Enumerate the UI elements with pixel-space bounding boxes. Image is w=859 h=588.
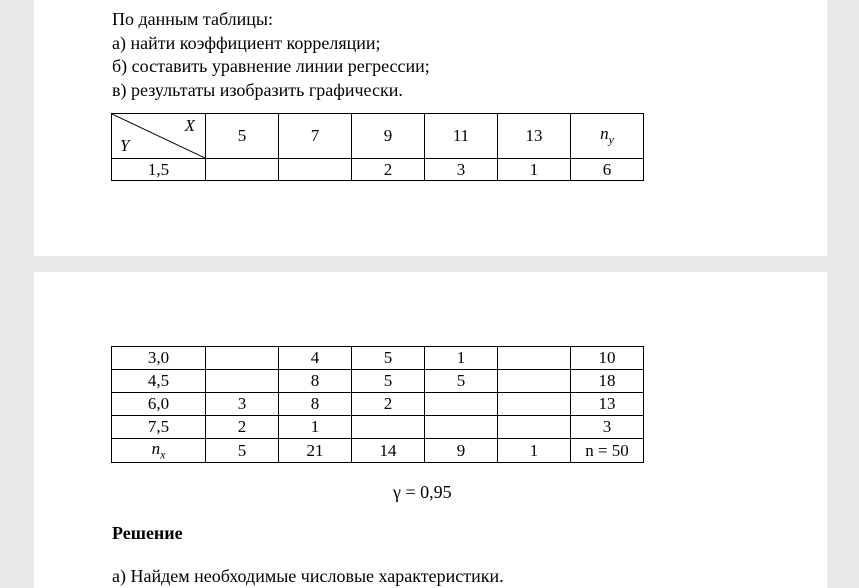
table-cell: 2 bbox=[206, 416, 279, 439]
corner-cell bbox=[112, 114, 206, 159]
table-cell bbox=[206, 370, 279, 393]
y-value-cell: 7,5 bbox=[112, 416, 206, 439]
table-cell bbox=[352, 416, 425, 439]
row-total-cell: 3 bbox=[571, 416, 644, 439]
table-cell bbox=[206, 159, 279, 181]
x-header-cell: 11 bbox=[425, 114, 498, 159]
task-text bbox=[112, 8, 430, 102]
table-row bbox=[112, 370, 644, 393]
task-line-1: По данным таблицы: bbox=[112, 9, 274, 29]
row-total-cell: 13 bbox=[571, 393, 644, 416]
task-line-3: б) составить уравнение линии регрессии; bbox=[112, 56, 430, 76]
table-cell: 2 bbox=[352, 393, 425, 416]
col-total-cell: 1 bbox=[498, 439, 571, 463]
y-value-cell: 6,0 bbox=[112, 393, 206, 416]
col-total-cell: 21 bbox=[279, 439, 352, 463]
table-cell bbox=[206, 347, 279, 370]
table-cell: 4 bbox=[279, 347, 352, 370]
table-row bbox=[112, 159, 644, 181]
table-cell: 8 bbox=[279, 370, 352, 393]
gamma-value: γ = 0,95 bbox=[393, 482, 452, 502]
nx-label-cell: $n_x$ bbox=[112, 439, 206, 463]
table-cell: 1 bbox=[425, 347, 498, 370]
corner-x-label: X bbox=[184, 116, 195, 135]
corner-y-label: Y bbox=[120, 136, 130, 155]
table-cell bbox=[498, 416, 571, 439]
table-cell bbox=[425, 416, 498, 439]
table-row bbox=[112, 393, 644, 416]
y-value-cell: 3,0 bbox=[112, 347, 206, 370]
y-value-cell: 4,5 bbox=[112, 370, 206, 393]
x-header-cell: 7 bbox=[279, 114, 352, 159]
page-gap bbox=[0, 256, 859, 272]
table-row bbox=[112, 347, 644, 370]
column-totals-row bbox=[112, 439, 644, 463]
x-header-cell: 13 bbox=[498, 114, 571, 159]
correlation-table-part-1 bbox=[111, 113, 644, 181]
table-cell bbox=[498, 393, 571, 416]
table-cell: 1 bbox=[498, 159, 571, 181]
table-cell: 3 bbox=[425, 159, 498, 181]
x-header-cell: 5 bbox=[206, 114, 279, 159]
table-cell: 2 bbox=[352, 159, 425, 181]
table-cell bbox=[498, 347, 571, 370]
col-total-cell: 9 bbox=[425, 439, 498, 463]
row-total-cell: 10 bbox=[571, 347, 644, 370]
table-cell: 1 bbox=[279, 416, 352, 439]
row-total-cell: 18 bbox=[571, 370, 644, 393]
correlation-table-part-2 bbox=[111, 346, 644, 463]
task-line-2: а) найти коэффициент корреляции; bbox=[112, 32, 381, 53]
col-total-cell: 5 bbox=[206, 439, 279, 463]
row-total-cell: 6 bbox=[571, 159, 644, 181]
table-header-row bbox=[112, 114, 644, 159]
table-cell bbox=[498, 370, 571, 393]
ny-header-cell: $n_y$ bbox=[571, 114, 644, 159]
table-row bbox=[112, 416, 644, 439]
table-cell bbox=[279, 159, 352, 181]
table-cell bbox=[425, 393, 498, 416]
table-cell: 8 bbox=[279, 393, 352, 416]
table-cell: 5 bbox=[352, 370, 425, 393]
table-cell: 5 bbox=[425, 370, 498, 393]
col-total-cell: 14 bbox=[352, 439, 425, 463]
y-value-cell: 1,5 bbox=[112, 159, 206, 181]
x-header-cell: 9 bbox=[352, 114, 425, 159]
task-line-4: в) результаты изобразить графически. bbox=[112, 79, 403, 100]
grand-total-cell: n = 50 bbox=[571, 439, 644, 463]
solution-first-line: а) Найдем необходимые числовые характеристики. bbox=[112, 566, 504, 586]
solution-heading: Решение bbox=[112, 523, 183, 543]
table-cell: 3 bbox=[206, 393, 279, 416]
table-cell: 5 bbox=[352, 347, 425, 370]
